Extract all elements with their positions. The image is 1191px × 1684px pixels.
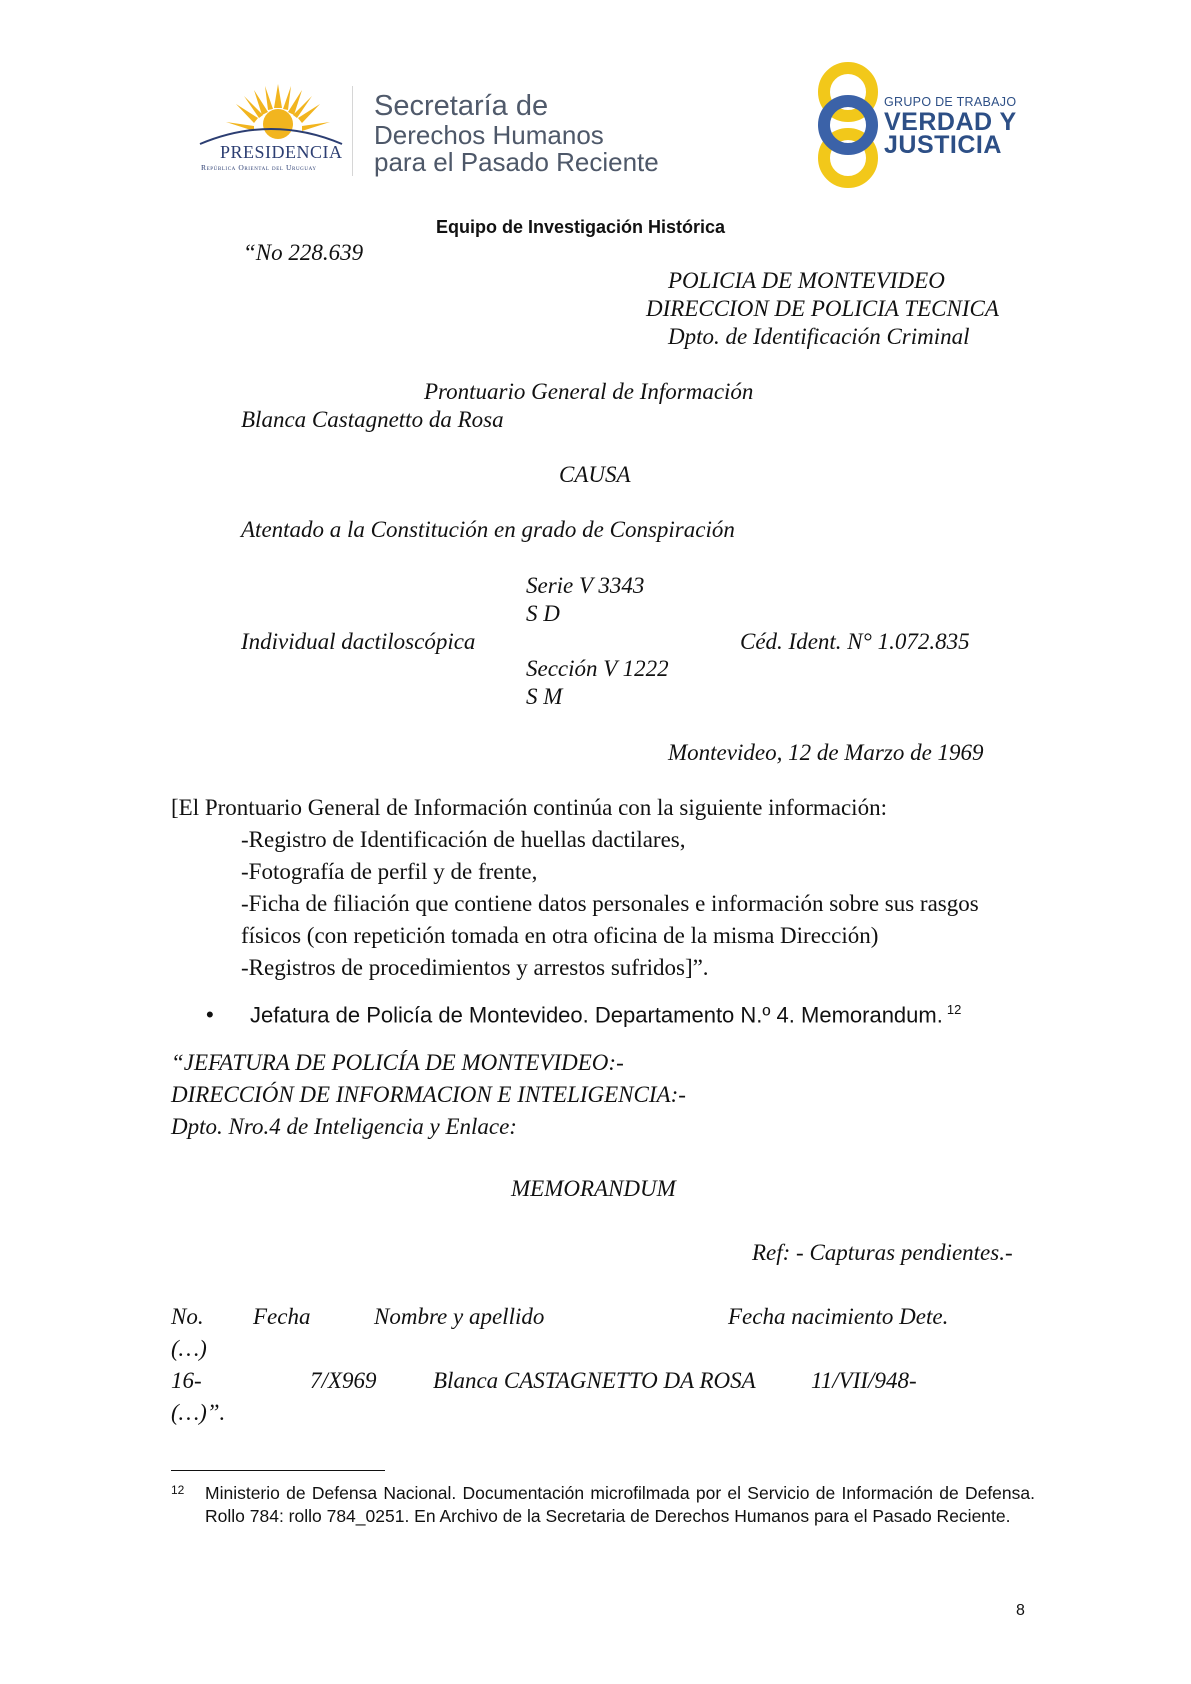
- continuation-item: -Registros de procedimientos y arrestos sufridos]”.: [241, 955, 709, 980]
- secretaria-line1: Secretaría de: [374, 90, 549, 122]
- continuation-item: -Ficha de filiación que contiene datos personales e información sobre sus rasgos: [241, 891, 979, 916]
- team-title: Equipo de Investigación Histórica: [436, 217, 726, 237]
- memo-header-no: No.: [171, 1304, 204, 1329]
- continuation-item: físicos (con repetición tomada en otra oficina de la misma Dirección): [241, 923, 879, 948]
- memo-line2: DIRECCIÓN DE INFORMACION E INTELIGENCIA:-: [171, 1082, 686, 1107]
- footnote-number: 12: [171, 1483, 185, 1497]
- memo-ref: Ref: - Capturas pendientes.-: [752, 1240, 1013, 1265]
- republica-subtitle: República Oriental del Uruguay: [201, 163, 317, 172]
- continuation-intro: [El Prontuario General de Información continúa con la siguiente información:: [171, 795, 887, 820]
- memo-line1: “JEFATURA DE POLICÍA DE MONTEVIDEO:-: [171, 1050, 624, 1075]
- memo-header-fecha: Fecha: [253, 1304, 311, 1329]
- secretaria-line3: para el Pasado Reciente: [374, 147, 659, 177]
- memo-row-nacimiento: 11/VII/948-: [811, 1368, 917, 1393]
- memo-row-fecha: 7/X969: [310, 1368, 377, 1393]
- memo-ellipsis: (…): [171, 1336, 207, 1361]
- bullet-symbol: •: [206, 1002, 214, 1027]
- presidencia-word: PRESIDENCIA: [220, 142, 343, 162]
- cedula: Céd. Ident. N° 1.072.835: [740, 629, 970, 654]
- prontuario-title: Prontuario General de Información: [424, 379, 754, 404]
- police-line1: POLICIA DE MONTEVIDEO: [668, 268, 945, 293]
- memo-header-nombre: Nombre y apellido: [374, 1304, 545, 1329]
- sd: S D: [526, 601, 560, 626]
- memo-line3: Dpto. Nro.4 de Inteligencia y Enlace:: [171, 1114, 517, 1139]
- prontuario-date: Montevideo, 12 de Marzo de 1969: [668, 740, 984, 765]
- individual-dactiloscopica: Individual dactiloscópica: [241, 629, 476, 654]
- gtvj-line3: JUSTICIA: [884, 131, 1002, 159]
- footnote-rule: [171, 1470, 385, 1471]
- causa-label: CAUSA: [559, 462, 631, 487]
- footnote-text: Ministerio de Defensa Nacional. Documentación microfilmada por el Servicio de Información de Defensa. Rollo 784: rollo 784_0251. En Archivo de la Secretaria de Derechos Humanos para el Pasado Reciente.: [205, 1483, 1035, 1526]
- footnote-reference[interactable]: 12: [946, 1002, 962, 1017]
- police-line2: DIRECCION DE POLICIA TECNICA: [646, 296, 999, 321]
- gtvj-line1: GRUPO DE TRABAJO: [884, 95, 1017, 109]
- police-line3: Dpto. de Identificación Criminal: [668, 324, 970, 349]
- continuation-item: -Registro de Identificación de huellas dactilares,: [241, 827, 686, 852]
- memo-ellipsis-close: (…)”.: [171, 1400, 226, 1425]
- prontuario-name: Blanca Castagnetto da Rosa: [241, 407, 504, 432]
- memo-row-no: 16-: [171, 1368, 202, 1393]
- prontuario-number: “No 228.639: [243, 240, 364, 265]
- linked-rings-icon: [808, 60, 888, 190]
- page-number: 8: [1016, 1602, 1025, 1619]
- memo-title: MEMORANDUM: [511, 1176, 676, 1201]
- causa-text: Atentado a la Constitución en grado de Conspiración: [241, 517, 735, 542]
- secretaria-line2: Derechos Humanos: [374, 120, 604, 150]
- gtvj-line2: VERDAD Y: [884, 108, 1017, 136]
- header-divider: [352, 86, 353, 176]
- seccion: Sección V 1222: [526, 656, 669, 681]
- bullet-text: [250, 1002, 961, 1028]
- continuation-item: -Fotografía de perfil y de frente,: [241, 859, 538, 884]
- memo-row-nombre: Blanca CASTAGNETTO DA ROSA: [433, 1368, 756, 1393]
- serie: Serie V 3343: [526, 573, 645, 598]
- bullet-text-label: Jefatura de Policía de Montevideo. Departamento N.º 4. Memorandum.: [250, 1002, 943, 1028]
- sm: S M: [526, 684, 563, 709]
- memo-header-nacimiento: Fecha nacimiento Dete.: [728, 1304, 949, 1329]
